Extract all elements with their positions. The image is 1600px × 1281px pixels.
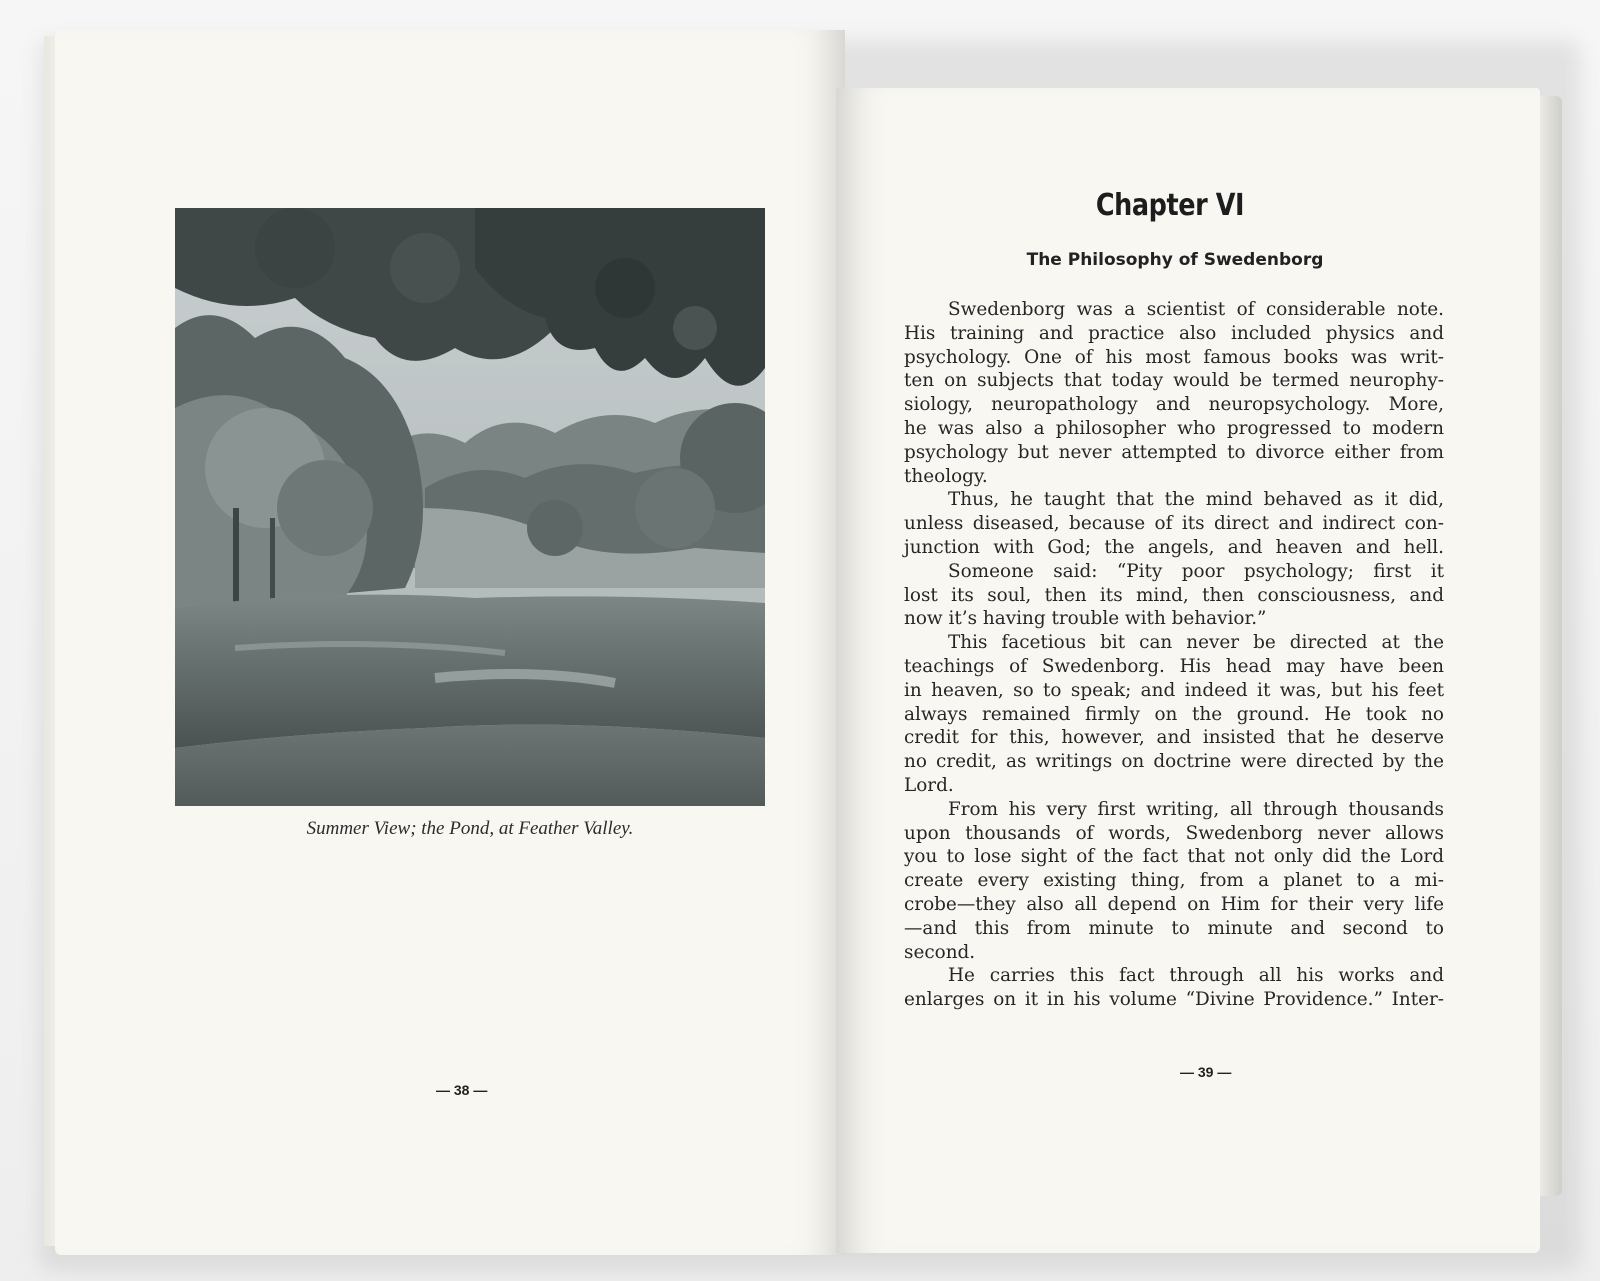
body-text-line: now it’s having trouble with behavior.” [904, 608, 1267, 630]
body-text-line: psychology but never attempted to divorce either from [904, 441, 1444, 463]
body-text-line: ten on subjects that today would be termed neurophy- [904, 370, 1444, 392]
chapter-title: Chapter VI [1095, 188, 1245, 223]
body-text-line: he was also a philosopher who progressed to modern [904, 417, 1444, 439]
body-text-line: enlarges on it in his volume “Divine Providence.” Inter- [904, 989, 1444, 1011]
body-text-line: Swedenborg was a scientist of considerable note. [948, 299, 1444, 320]
body-text-line: in heaven, so to speak; and indeed it was, but his feet [904, 679, 1444, 701]
body-text-line: siology, neuropathology and neuropsychology. More, [904, 394, 1444, 416]
body-text-line: no credit, as writings on doctrine were directed by the [904, 751, 1444, 773]
body-text-line: —and this from minute to minute and second to [904, 917, 1444, 939]
body-text-line: always remained firmly on the ground. He took no [904, 703, 1444, 725]
body-text-line: This facetious bit can never be directed at the [948, 632, 1444, 654]
chapter-subtitle: The Philosophy of Swedenborg [1026, 250, 1324, 270]
chapter-body-text [904, 298, 1444, 1012]
body-text-line: psychology. One of his most famous books was writ- [904, 346, 1444, 368]
body-text-line: teachings of Swedenborg. His head may have been [904, 655, 1444, 677]
body-text-line: His training and practice also included physics and [904, 322, 1444, 344]
body-text-line: upon thousands of words, Swedenborg never allows [904, 822, 1444, 844]
body-text-line: From his very first writing, all through thousands [948, 798, 1444, 820]
body-text-line: Someone said: “Pity poor psychology; first it [948, 560, 1444, 582]
body-text-line: credit for this, however, and insisted that he deserve [904, 727, 1444, 749]
body-text-line: you to lose sight of the fact that not only did the Lord [904, 846, 1444, 868]
photo-caption: Summer View; the Pond, at Feather Valley. [306, 818, 634, 839]
body-text-line: create every existing thing, from a planet to a mi- [904, 870, 1444, 892]
page-number-right: — 39 — [1180, 1064, 1232, 1080]
page-number-left: — 38 — [436, 1082, 488, 1098]
body-text-line: theology. [904, 465, 988, 487]
photo-illustration [175, 208, 765, 806]
pond-landscape-photo [175, 208, 765, 806]
body-text-line: Lord. [904, 774, 954, 796]
body-text-line: Thus, he taught that the mind behaved as it did, [948, 489, 1444, 511]
body-text-line: crobe—they also all depend on Him for their very life [904, 893, 1444, 915]
body-text-line: lost its soul, then its mind, then consciousness, and [904, 584, 1444, 606]
body-text-line: junction with God; the angels, and heaven and hell. [904, 536, 1444, 558]
body-text-line: unless diseased, because of its direct and indirect con- [904, 513, 1444, 535]
body-text-line: He carries this fact through all his works and [948, 965, 1444, 987]
body-text-line: second. [904, 941, 976, 963]
